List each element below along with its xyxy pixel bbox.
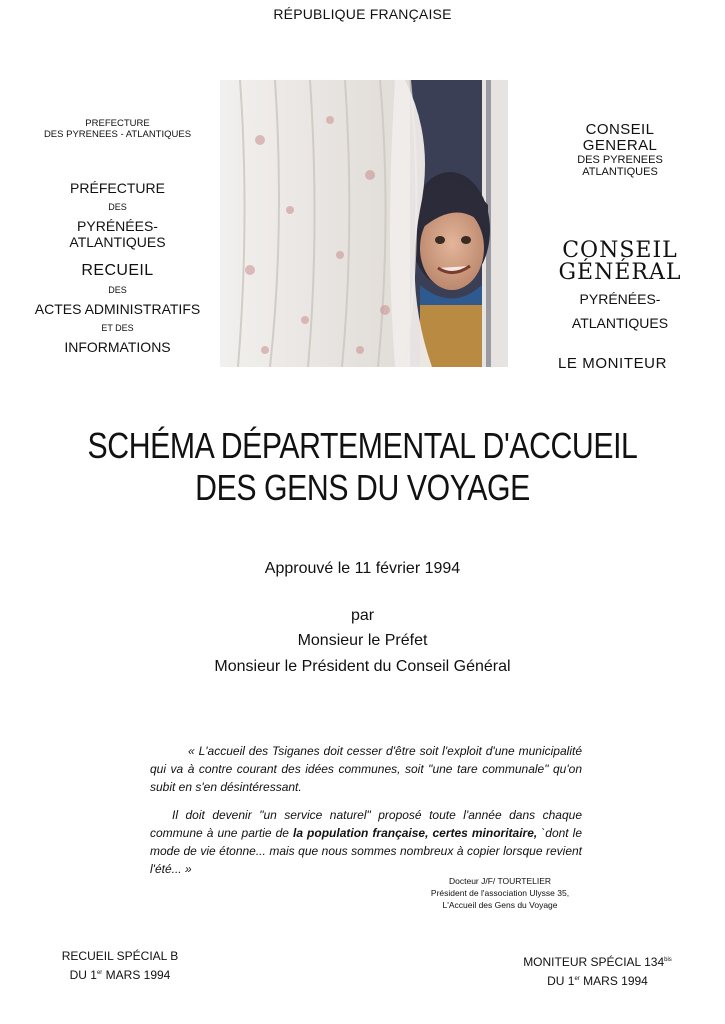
footer-recueil — [40, 948, 200, 984]
atlantiques-label: ATLANTIQUES — [582, 166, 658, 178]
general-logo-text: GÉNÉRAL — [558, 260, 682, 285]
footer-recueil-date — [40, 965, 200, 984]
footer-left-sup: er — [96, 970, 103, 976]
pyrenees-label: PYRÉNÉES- — [579, 291, 661, 307]
author-name: Docteur J/F/ TOURTELIER — [448, 876, 552, 886]
recueil-label: RECUEIL — [81, 262, 154, 279]
republique-header: RÉPUBLIQUE FRANÇAISE — [273, 6, 452, 22]
child-behind-curtain-photo — [220, 80, 508, 367]
conseil-general-block — [545, 122, 695, 178]
quote-p2-start: Il doit devenir "un service naturel" proposé toute l'année dans chaque commune à une partie de — [150, 808, 582, 840]
conseil-general-logo-block — [545, 240, 695, 332]
footer-left-du: DU 1 — [69, 968, 97, 982]
general-label: GENERAL — [582, 137, 658, 154]
recueil-des: DES — [108, 285, 127, 295]
title-line1: SCHÉMA DÉPARTEMENTAL D'ACCUEIL — [87, 425, 638, 466]
author-org: L'Accueil des Gens du Voyage — [442, 900, 558, 910]
approval-date: Approuvé le 11 février 1994 — [264, 560, 461, 577]
informations-label: INFORMATIONS — [64, 339, 171, 355]
quote-paragraph-2 — [150, 806, 582, 878]
prefecture-label: PRÉFECTURE — [70, 180, 165, 196]
quote-p2-end: `dont le mode de vie étonne... mais que nous sommes nombreux à copier lorsque revient l'été... » — [150, 826, 583, 876]
le-moniteur-label: LE MONITEUR — [557, 355, 668, 372]
conseil-logo-text: CONSEIL — [562, 238, 678, 263]
des-pyrenees-label: DES PYRENEES — [577, 154, 663, 166]
conseil-label: CONSEIL — [585, 121, 655, 138]
footer-moniteur-date — [505, 971, 690, 990]
prefecture-dept: PYRÉNÉES-ATLANTIQUES — [69, 218, 166, 250]
footer-moniteur — [505, 952, 690, 990]
approval-prefet: Monsieur le Préfet — [297, 632, 428, 649]
title-line2: DES GENS DU VOYAGE — [195, 467, 530, 508]
prefecture-block — [30, 180, 205, 250]
actes-label: ACTES ADMINISTRATIFS — [34, 301, 201, 317]
prefecture-des: DES — [108, 202, 127, 212]
quote-author-block — [400, 875, 600, 911]
footer-moniteur-title — [505, 952, 690, 971]
approval-par: par — [350, 607, 375, 624]
et-des-label: ET DES — [101, 323, 134, 333]
quote-p2-bold: la population française, certes minoritaire, — [292, 826, 538, 840]
prefecture-small-block — [30, 118, 205, 140]
author-role: Président de l'association Ulysse 35, — [430, 888, 570, 898]
footer-right-du: DU 1 — [547, 974, 575, 988]
approval-president: Monsieur le Président du Conseil Général — [214, 658, 511, 675]
document-title — [58, 425, 667, 509]
recueil-block — [30, 263, 205, 355]
footer-right-sup: er — [574, 976, 580, 982]
footer-moniteur-label: MONITEUR SPÉCIAL 134 — [523, 955, 665, 969]
atlantiques2-label: ATLANTIQUES — [571, 315, 669, 331]
footer-left-month: MARS 1994 — [105, 968, 171, 982]
prefecture-small-line2: DES PYRENEES - ATLANTIQUES — [43, 129, 192, 140]
photo-illustration — [220, 80, 508, 367]
prefecture-small-line1: PREFECTURE — [85, 118, 150, 129]
footer-recueil-title: RECUEIL SPÉCIAL B — [61, 949, 179, 963]
footer-right-month: MARS 1994 — [583, 974, 648, 988]
footer-moniteur-bis: bis — [664, 957, 672, 963]
quote-paragraph-1: « L'accueil des Tsiganes doit cesser d'être soit l'exploit d'une municipalité qui va à contre courant des idées communes, soit "une tare communale" qu'on subit en s'en désintéressant. — [150, 744, 582, 794]
